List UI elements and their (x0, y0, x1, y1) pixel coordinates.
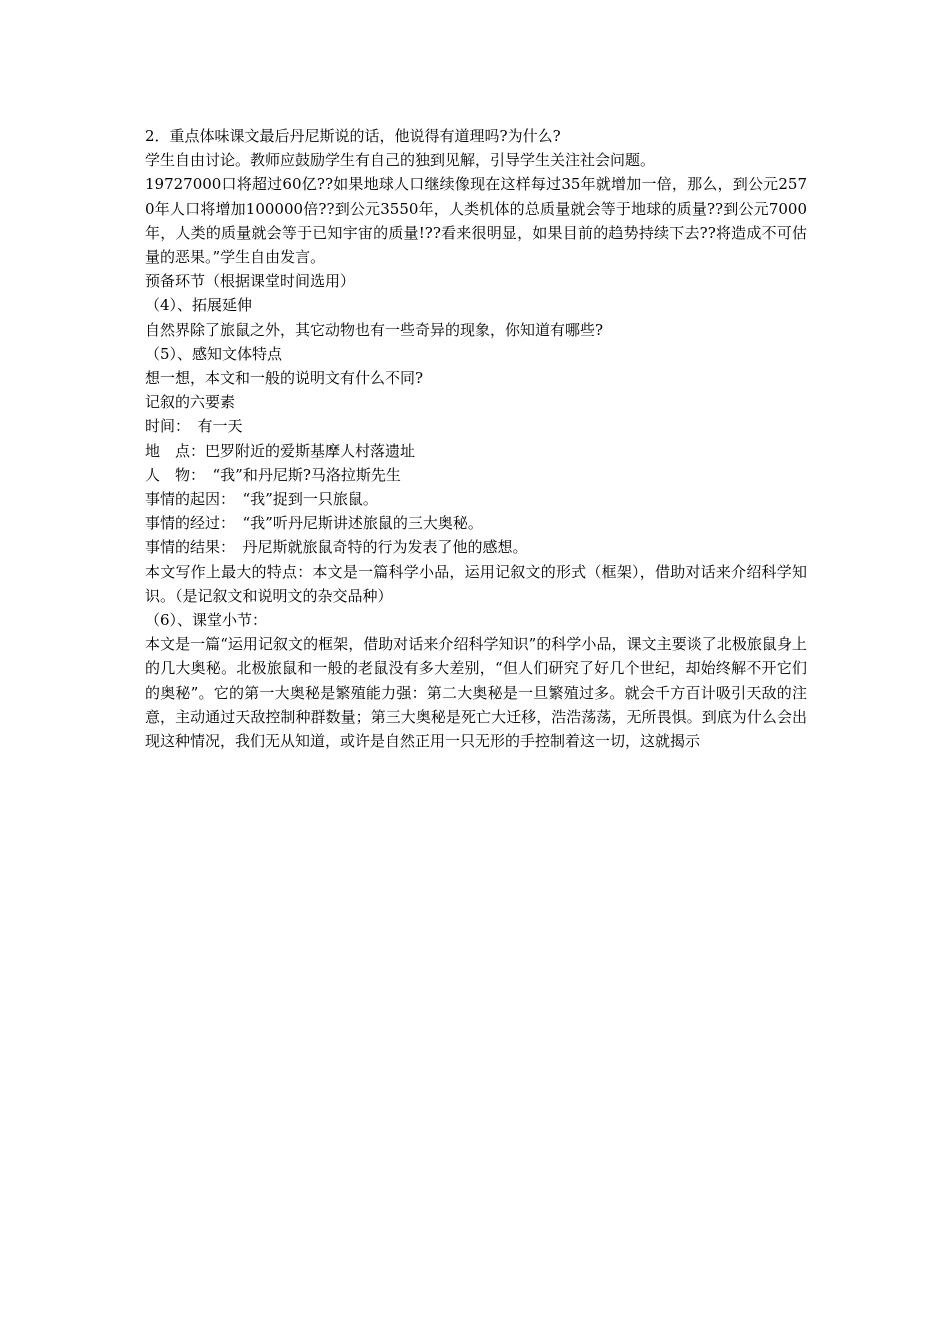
paragraph-writing-feature: 本文写作上最大的特点：本文是一篇科学小品，运用记叙文的形式（框架），借助对话来介绍科学知识。（是记叙文和说明文的杂交品种） (145, 562, 807, 605)
element-result: 事情的结果： 丹尼斯就旅鼠奇特的行为发表了他的感想。 (145, 538, 528, 557)
paragraph-population: 19727000口将超过60亿??如果地球人口继续像现在这样每过35年就增加一倍，那么，到公元2570年人口将增加100000倍??到公元3550年，人类机体的总质量就会等于地球的质量??到公元7000年，人类的质量就会等于已知宇宙的质量!??看来很明显，如果目前的趋势持续下去??将造成不可估量的恶果。”学生自由发言。 (145, 175, 807, 267)
element-characters: 人 物： “我”和丹尼斯?马洛拉斯先生 (145, 465, 401, 484)
paragraph-question-2: 2．重点体味课文最后丹尼斯说的话，他说得有道理吗?为什么? (145, 127, 561, 145)
heading-genre-features: （5）、感知文体特点 (145, 344, 283, 363)
paragraph-compare-question: 想一想，本文和一般的说明文有什么不同? (145, 369, 424, 388)
paragraph-animals-question: 自然界除了旅鼠之外，其它动物也有一些奇异的现象，你知道有哪些? (145, 320, 604, 339)
element-cause: 事情的起因： “我”捉到一只旅鼠。 (145, 490, 378, 509)
document-body (145, 124, 807, 753)
element-time: 时间： 有一天 (145, 417, 243, 436)
paragraph-prep-section: 预备环节（根据课堂时间选用） (145, 272, 356, 291)
element-process: 事情的经过： “我”听丹尼斯讲述旅鼠的三大奥秘。 (145, 514, 483, 533)
paragraph-six-elements: 记叙的六要素 (145, 393, 236, 412)
paragraph-summary: 本文是一篇“运用记叙文的框架，借助对话来介绍科学知识”的科学小品，课文主要谈了北极旅鼠身上的几大奥秘。北极旅鼠和一般的老鼠没有多大差别，“但人们研究了好几个世纪，却始终解不开它们的奥秘”。它的第一大奥秘是繁殖能力强：第二大奥秘是一旦繁殖过多。就会千方百计吸引天敌的注意，主动通过天敌控制种群数量；第三大奥秘是死亡大迁移，浩浩荡荡，无所畏惧。到底为什么会出现这种情况，我们无从知道，或许是自然正用一只无形的手控制着这一切，这就揭示 (145, 635, 807, 751)
element-place: 地 点：巴罗附近的爱斯基摩人村落遗址 (145, 441, 416, 460)
heading-extension: （4）、拓展延伸 (145, 296, 253, 315)
heading-summary: （6）、课堂小节： (145, 611, 268, 630)
paragraph-discussion: 学生自由讨论。教师应鼓励学生有自己的独到见解，引导学生关注社会问题。 (145, 151, 656, 170)
